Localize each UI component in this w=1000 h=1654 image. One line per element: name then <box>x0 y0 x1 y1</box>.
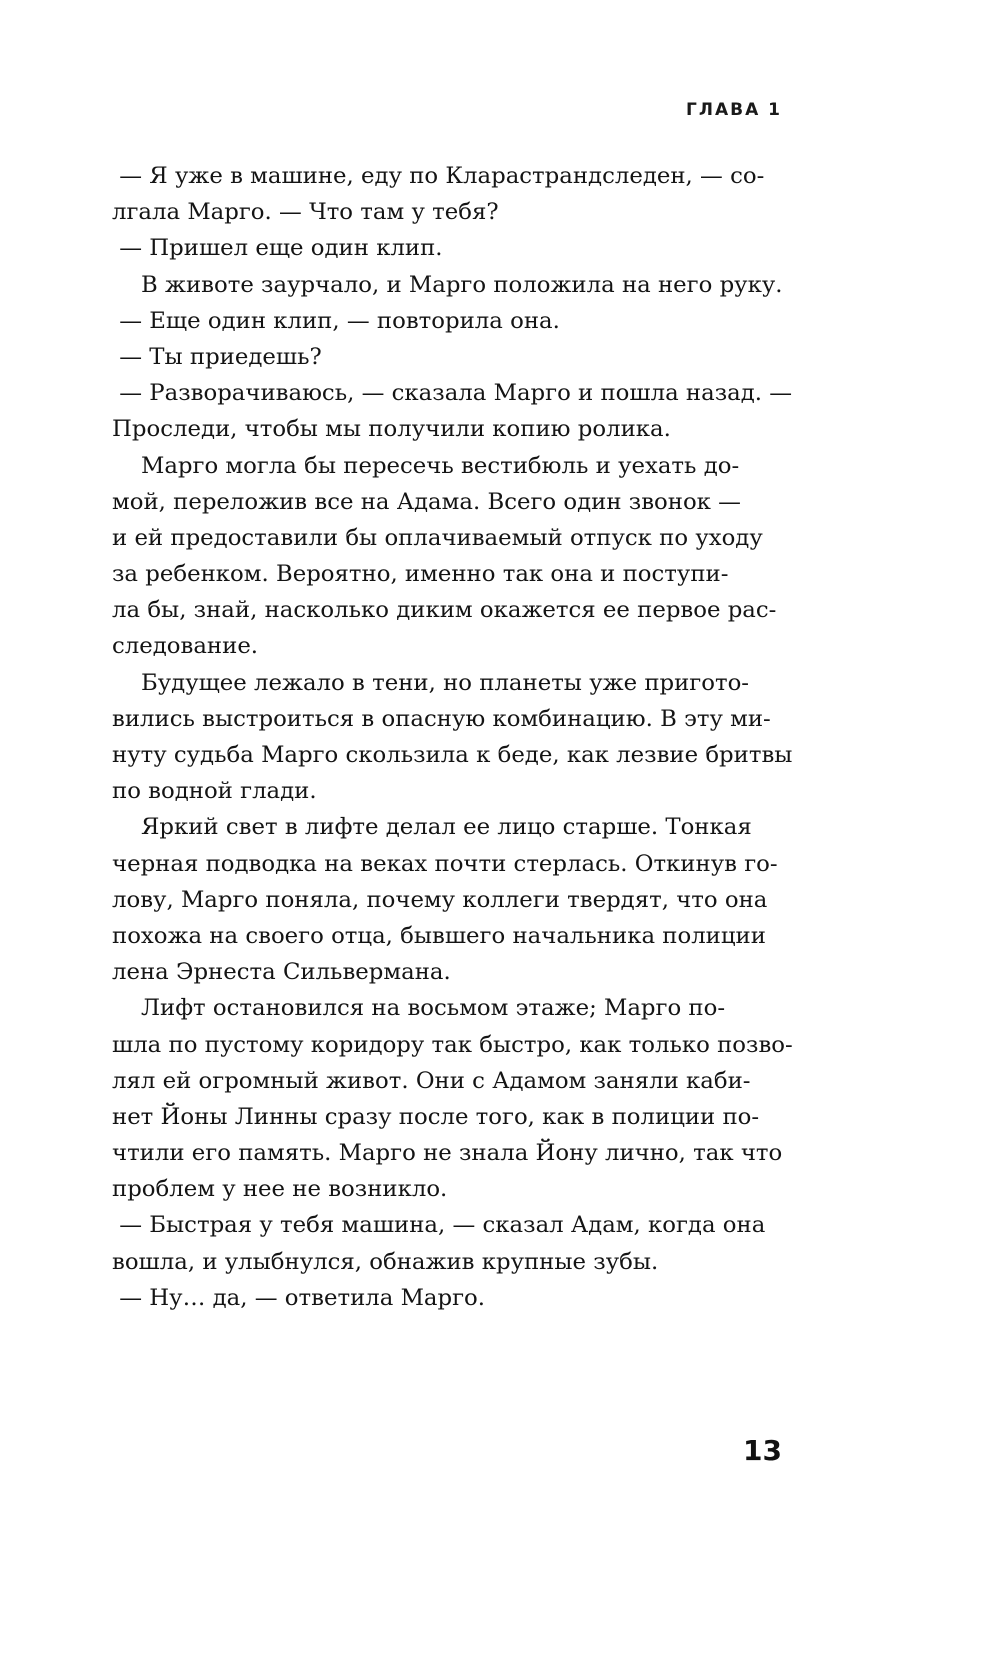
text-line: — Еще один клип, — повторила она. <box>112 307 560 334</box>
page-number: 13 <box>743 1434 782 1467</box>
text-line: лову, Марго поняла, почему коллеги твердят, что она <box>112 886 768 913</box>
text-line: лял ей огромный живот. Они с Адамом заняли каби- <box>112 1067 751 1094</box>
text-line: следование. <box>112 633 259 660</box>
running-head-chapter: ГЛАВА 1 <box>686 100 782 120</box>
text-line: проблем у нее не возникло. <box>112 1176 448 1203</box>
text-line: Марго могла бы пересечь вестибюль и уехать до- <box>112 452 740 479</box>
text-line: Будущее лежало в тени, но планеты уже пригото- <box>112 669 750 696</box>
text-line: лгала Марго. — Что там у тебя? <box>112 199 499 226</box>
text-line: — Я уже в машине, еду по Кларастрандследен, — со- <box>112 163 765 189</box>
text-line: нет Йоны Линны сразу после того, как в полиции по- <box>112 1103 760 1130</box>
text-line: черная подводка на веках почти стерлась. Откинув го- <box>112 850 778 877</box>
text-line: похожа на своего отца, бывшего начальника полиции <box>112 922 766 949</box>
text-line: нуту судьба Марго скользила к беде, как лезвие бритвы <box>112 742 793 768</box>
text-line: шла по пустому коридору так быстро, как только позво- <box>112 1031 793 1058</box>
text-line: В животе заурчало, и Марго положила на него руку. <box>112 271 783 298</box>
text-line: вились выстроиться в опасную комбинацию. В эту ми- <box>112 705 771 732</box>
text-line: по водной глади. <box>112 778 317 805</box>
text-line: лена Эрнеста Сильвермана. <box>112 959 451 986</box>
text-line: ла бы, знай, насколько диким окажется ее первое рас- <box>112 597 777 624</box>
text-line: — Ты приедешь? <box>112 343 322 370</box>
text-line: — Пришел еще один клип. <box>112 235 443 262</box>
text-line: Яркий свет в лифте делал ее лицо старше. Тонкая <box>112 814 752 841</box>
text-line: за ребенком. Вероятно, именно так она и поступи- <box>112 561 729 588</box>
text-line: — Разворачиваюсь, — сказала Марго и пошла назад. — <box>112 380 793 407</box>
text-line: Лифт остановился на восьмом этаже; Марго по- <box>112 995 726 1022</box>
text-line: — Ну… да, — ответила Марго. <box>112 1284 486 1311</box>
text-line: — Быстрая у тебя машина, — сказал Адам, когда она <box>112 1212 766 1239</box>
text-line: вошла, и улыбнулся, обнажив крупные зубы. <box>112 1248 659 1275</box>
body-text <box>112 158 793 1316</box>
text-line: чтили его память. Марго не знала Йону лично, так что <box>112 1140 783 1167</box>
text-line: Проследи, чтобы мы получили копию ролика. <box>112 416 671 443</box>
text-line: мой, переложив все на Адама. Всего один звонок — <box>112 488 741 515</box>
text-line: и ей предоставили бы оплачиваемый отпуск по уходу <box>112 524 763 551</box>
